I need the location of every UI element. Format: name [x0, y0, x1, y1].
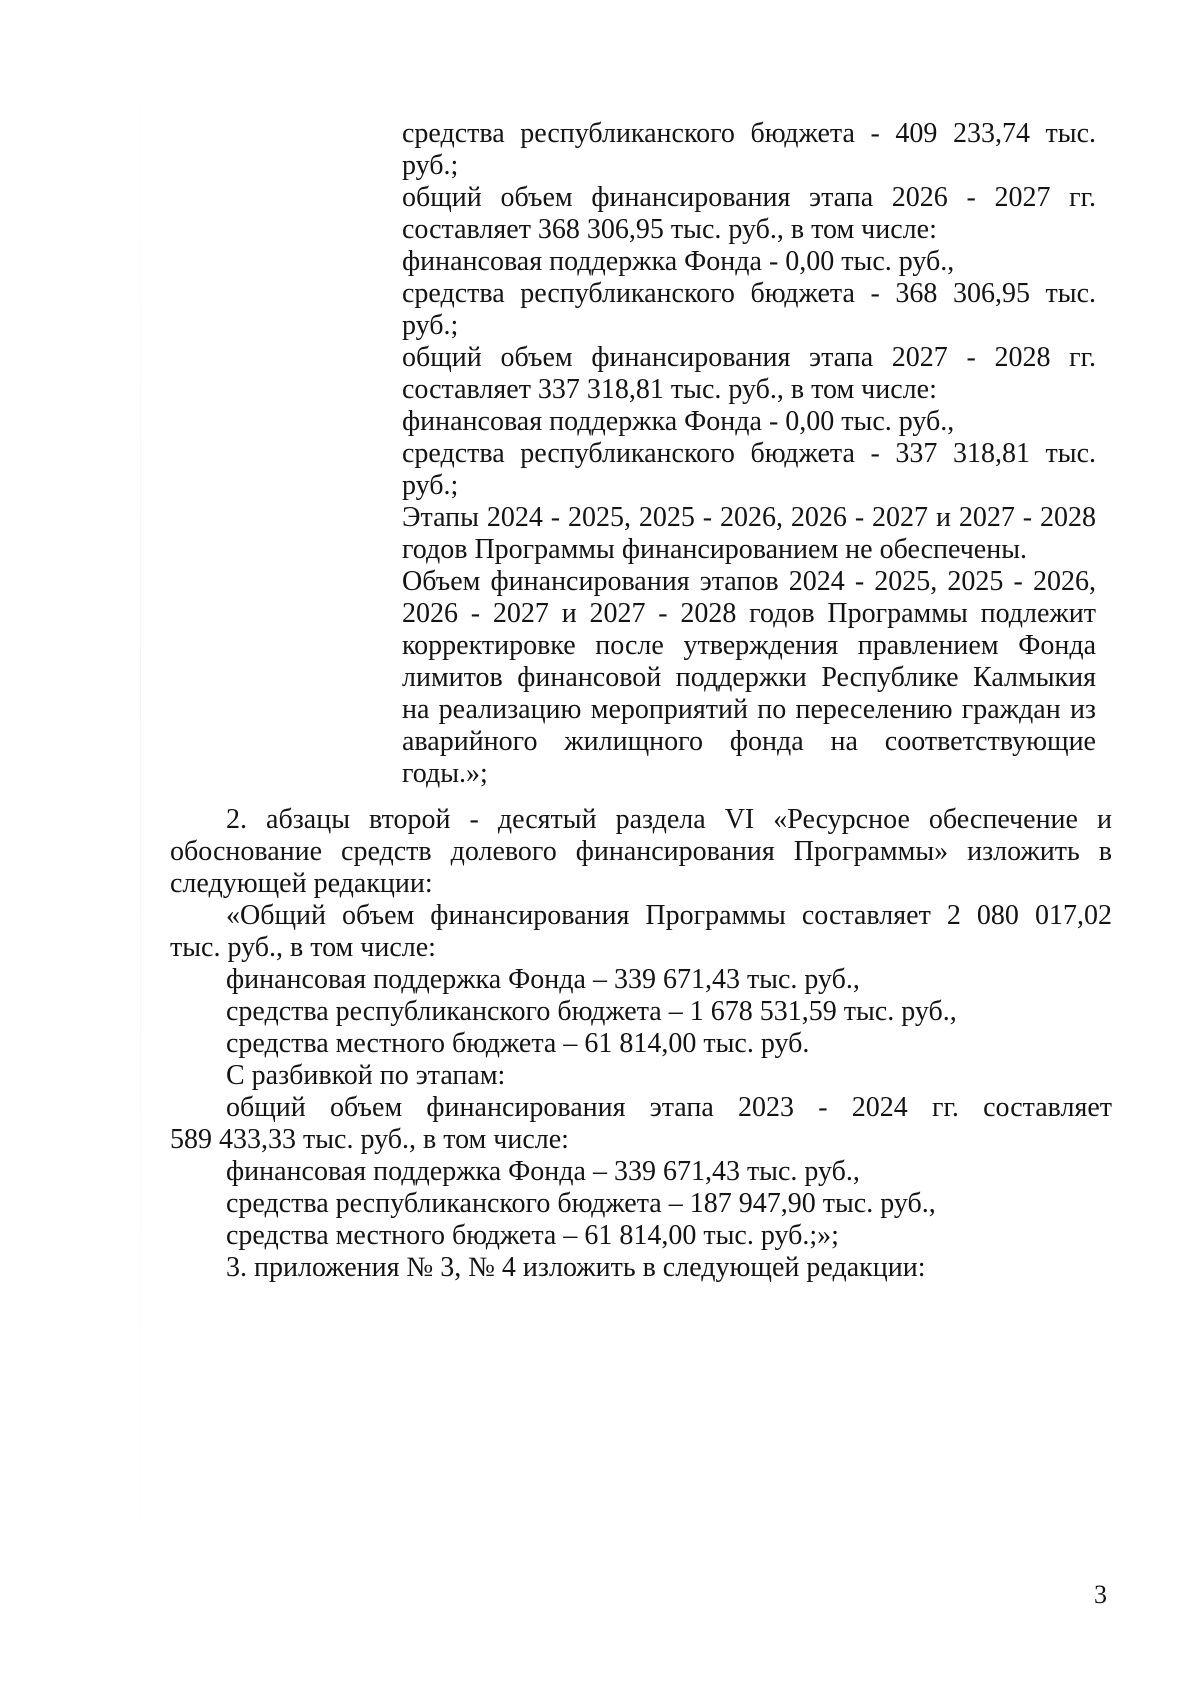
text-line: средства местного бюджета – 61 814,00 тыс. руб. — [226, 1028, 810, 1059]
text-line: общий объем финансирования этапа 2027 - 2028 гг. — [402, 342, 1096, 373]
text-line: аварийного жилищного фонда на соответствующие — [402, 726, 1096, 757]
text-line: 2. абзацы второй - десятый раздела VI «Ресурсное обеспечение и — [226, 804, 1112, 835]
text-line: «Общий объем финансирования Программы составляет 2 080 017,02 — [226, 900, 1112, 931]
text-line: тыс. руб., в том числе: — [170, 932, 436, 963]
text-line: Этапы 2024 - 2025, 2025 - 2026, 2026 - 2027 и 2027 - 2028 — [402, 502, 1096, 533]
text-line: С разбивкой по этапам: — [226, 1060, 506, 1091]
text-line: 2026 - 2027 и 2027 - 2028 годов Программы подлежит — [402, 598, 1096, 629]
text-line: руб.; — [402, 150, 459, 181]
text-line: руб.; — [402, 310, 459, 341]
text-line: финансовая поддержка Фонда - 0,00 тыс. руб., — [402, 246, 955, 277]
text-line: финансовая поддержка Фонда – 339 671,43 тыс. руб., — [226, 964, 860, 995]
text-line: следующей редакции: — [170, 868, 433, 899]
text-line: составляет 337 318,81 тыс. руб., в том числе: — [402, 374, 937, 405]
text-line: средства республиканского бюджета – 1 678 531,59 тыс. руб., — [226, 996, 957, 1027]
text-line: лимитов финансовой поддержки Республике Калмыкия — [402, 662, 1096, 693]
text-line: 3. приложения № 3, № 4 изложить в следующей редакции: — [226, 1252, 926, 1283]
text-line: финансовая поддержка Фонда - 0,00 тыс. руб., — [402, 406, 955, 437]
text-line: годы.»; — [402, 758, 488, 789]
text-line: обоснование средств долевого финансирования Программы» изложить в — [170, 836, 1112, 867]
text-line: средства республиканского бюджета - 409 233,74 тыс. — [402, 118, 1096, 149]
text-line: составляет 368 306,95 тыс. руб., в том числе: — [402, 214, 937, 245]
text-line: средства республиканского бюджета – 187 947,90 тыс. руб., — [226, 1188, 936, 1219]
text-line: общий объем финансирования этапа 2026 - 2027 гг. — [402, 182, 1096, 213]
main-body-text — [170, 804, 1112, 1284]
text-line: средства местного бюджета – 61 814,00 тыс. руб.;»; — [226, 1220, 839, 1251]
table-cell-continuation — [402, 118, 1096, 790]
text-line: средства республиканского бюджета - 368 306,95 тыс. — [402, 278, 1096, 309]
page-number: 3 — [1094, 1580, 1107, 1609]
scan-edge-shadow — [140, 0, 141, 1690]
text-line: 589 433,33 тыс. руб., в том числе: — [170, 1124, 569, 1155]
text-line: общий объем финансирования этапа 2023 - 2024 гг. составляет — [226, 1092, 1112, 1123]
text-line: годов Программы финансированием не обеспечены. — [402, 534, 1028, 565]
text-line: Объем финансирования этапов 2024 - 2025, 2025 - 2026, — [402, 566, 1096, 597]
text-line: корректировке после утверждения правлением Фонда — [402, 630, 1096, 661]
text-line: средства республиканского бюджета - 337 318,81 тыс. — [402, 438, 1096, 469]
text-line: руб.; — [402, 470, 459, 501]
text-line: на реализацию мероприятий по переселению граждан из — [402, 694, 1096, 725]
text-line: финансовая поддержка Фонда – 339 671,43 тыс. руб., — [226, 1156, 860, 1187]
